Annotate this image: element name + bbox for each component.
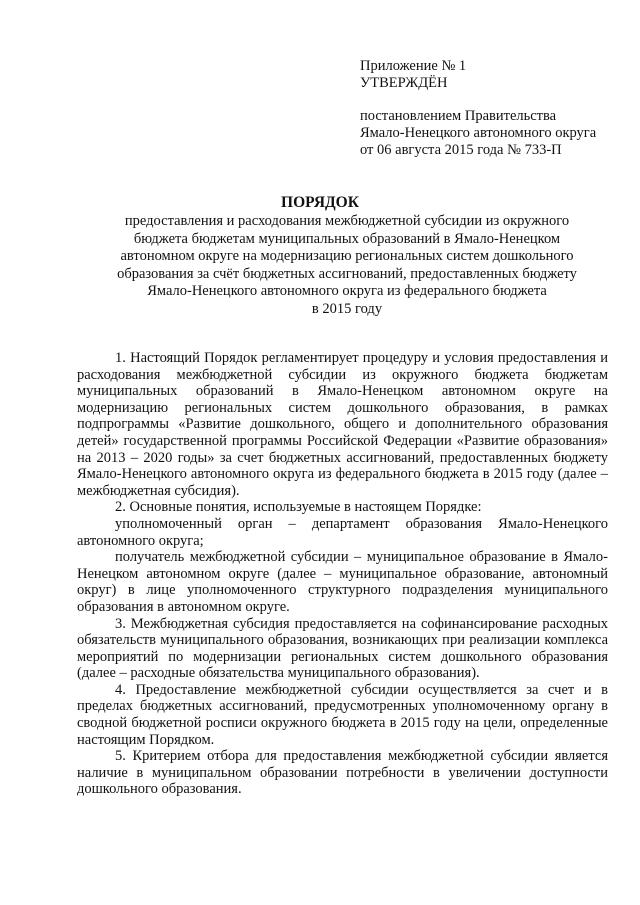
subtitle-line: Ямало-Ненецкого автономного округа из федерального бюджета xyxy=(147,283,547,299)
subtitle-line: предоставления и расходования межбюджетной субсидии из окружного xyxy=(124,213,570,229)
document-subtitle xyxy=(104,213,590,318)
paragraph-4: 4. Предоставление межбюджетной субсидии осуществляется за счет и в пределах бюджетных ассигнований, предусмотренных уполномоченному органу в сводной бюджетной росписи окружного бюджета в 2015 году на цели, определенные настоящим Порядком. xyxy=(77,681,608,748)
subtitle-line: автономном округе на модернизацию региональных систем дошкольного xyxy=(120,248,574,264)
subtitle-line: бюджета бюджетам муниципальных образований в Ямало-Ненецком xyxy=(133,230,561,247)
subtitle-line: образования за счёт бюджетных ассигнований, предоставленных бюджету xyxy=(117,265,577,282)
approval-block xyxy=(360,58,596,159)
document-body xyxy=(77,350,608,798)
paragraph-3: 3. Межбюджетная субсидия предоставляется на софинансирование расходных обязательств муниципального образования, возникающих при реализации комплекса мероприятий по модернизации региональных систем дошкольного образования (далее – расходные обязательства муниципального образования). xyxy=(77,615,608,682)
subtitle-line: в 2015 году xyxy=(311,300,383,317)
document-title: ПОРЯДОК xyxy=(281,194,359,211)
appendix-label: Приложение № 1 xyxy=(360,58,467,74)
paragraph-2-definition-recipient: получатель межбюджетной субсидии – муниципальное образование в Ямало-Ненецком автономном округе (далее – муниципальное образование, автономный округ) в лице уполномоченного структурного подразделения муниципального образования в автономном округе. xyxy=(77,549,608,615)
approved-label: УТВЕРЖДЁН xyxy=(360,75,448,91)
paragraph-2: 2. Основные понятия, используемые в настоящем Порядке: xyxy=(115,499,482,516)
approval-line-1: постановлением Правительства xyxy=(360,108,557,124)
approval-line-3: от 06 августа 2015 года № 733-П xyxy=(360,142,562,158)
paragraph-1: 1. Настоящий Порядок регламентирует процедуру и условия предоставления и расходования межбюджетной субсидии из окружного бюджета бюджетам муниципальных образований в Ямало-Ненецком автономном округе на модернизацию региональных систем дошкольного образования, в рамках подпрограммы «Развитие дошкольного, общего и дополнительного образования детей» государственной программы Российской Федерации «Развитие образования» на 2013 – 2020 годы» за счет бюджетных ассигнований, предоставленных бюджету Ямало-Ненецкого автономного округа из федерального бюджета в 2015 году (далее – межбюджетная субсидия). xyxy=(77,350,608,499)
paragraph-5: 5. Критерием отбора для предоставления межбюджетной субсидии является наличие в муниципальном образовании потребности в увеличении доступности дошкольного образования. xyxy=(77,748,608,798)
paragraph-2-definition-authorized-body: уполномоченный орган – департамент образования Ямало-Ненецкого автономного округа; xyxy=(77,515,608,549)
approval-line-2: Ямало-Ненецкого автономного округа xyxy=(360,125,597,141)
